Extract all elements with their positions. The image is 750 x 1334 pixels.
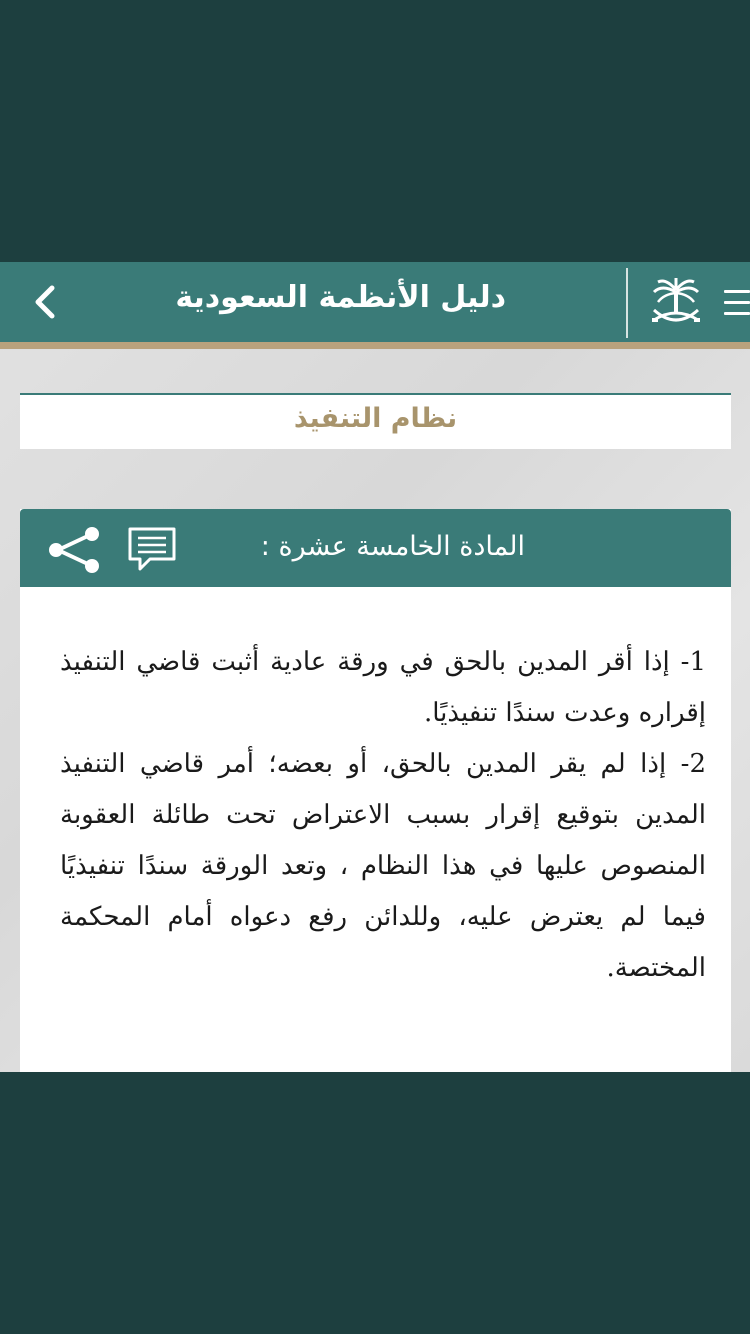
app-header bbox=[0, 262, 750, 349]
menu-button[interactable] bbox=[724, 288, 750, 318]
article-header bbox=[20, 509, 731, 587]
article-title: المادة الخامسة عشرة : bbox=[260, 531, 525, 562]
app-screen bbox=[0, 262, 750, 1072]
share-icon bbox=[46, 527, 102, 573]
header-divider bbox=[626, 268, 628, 338]
article-paragraph: 1- إذا أقر المدين بالحق في ورقة عادية أثبت قاضي التنفيذ إقراره وعدت سندًا تنفيذيًا. bbox=[60, 647, 706, 728]
comment-button[interactable] bbox=[126, 525, 178, 575]
comment-icon bbox=[126, 525, 178, 575]
share-button[interactable] bbox=[46, 527, 102, 573]
chevron-left-icon bbox=[28, 284, 64, 320]
system-title-box bbox=[20, 393, 731, 449]
app-title: دليل الأنظمة السعودية bbox=[175, 280, 506, 315]
article-card bbox=[20, 509, 731, 1072]
article-body bbox=[60, 637, 706, 994]
article-paragraph: 2- إذا لم يقر المدين بالحق، أو بعضه؛ أمر قاضي التنفيذ المدين بتوقيع إقرار بسبب الاعتراض تحت طائلة العقوبة المنصوص عليها في هذا النظام ، وتعد الورقة سندًا تنفيذيًا فيما لم يعترض عليه، وللدائن رفع دعواه أمام المحكمة المختصة. bbox=[60, 749, 706, 983]
system-title: نظام التنفيذ bbox=[293, 403, 458, 434]
saudi-emblem-icon bbox=[648, 276, 704, 332]
back-button[interactable] bbox=[28, 284, 64, 320]
